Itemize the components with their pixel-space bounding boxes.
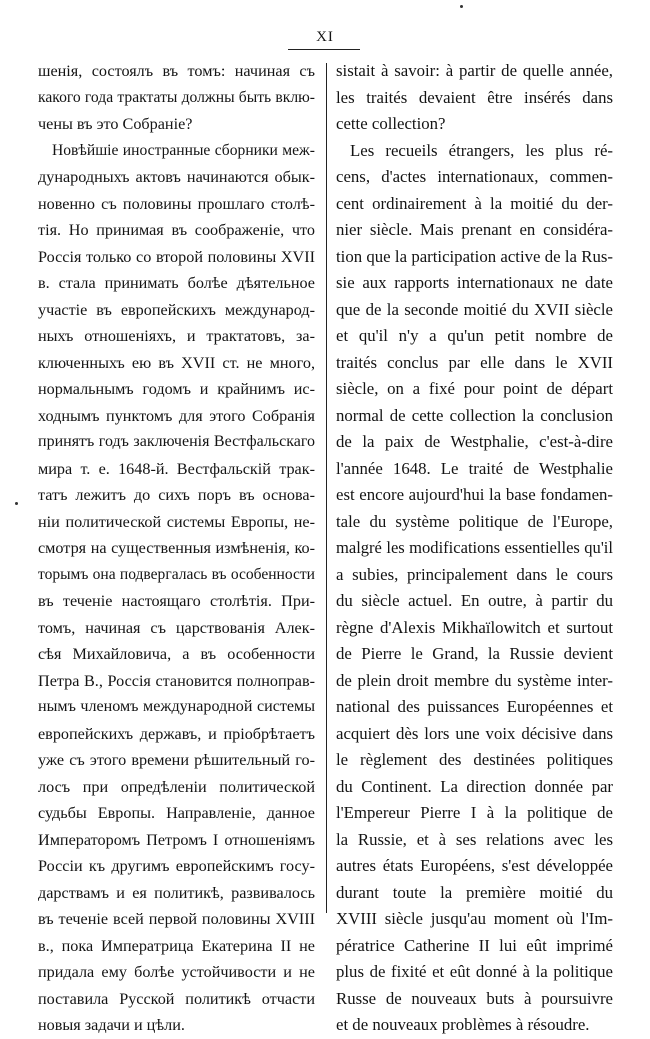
text-line: acquiert dès lors une voix décisive dans: [336, 723, 613, 743]
text-line: татъ лежитъ до сихъ поръ въ основа-: [38, 486, 315, 504]
text-line: принятъ годъ заключенія Вестфальскаго: [38, 433, 315, 450]
text-line: Новѣйшіе иностранные сборники меж-: [52, 141, 315, 159]
text-line: tale du système politique de l'Europe,: [336, 511, 613, 531]
text-line: придала ему болѣе устойчивости и не: [38, 963, 315, 981]
text-line: уже съ этого времени рѣшительный го-: [38, 751, 315, 769]
text-line: la Russie, et à ses relations avec les: [336, 829, 613, 849]
text-line: est encore aujourd'hui la base fondamen-: [336, 485, 613, 504]
text-line: смотря на существенныя измѣненія, ко-: [38, 539, 315, 557]
scan-speck: [460, 5, 463, 8]
text-line: que de la seconde moitié du XVII siècle: [336, 299, 613, 319]
text-line: дународныхъ актовъ начинаются обык-: [38, 168, 315, 186]
text-line: дарствамъ и ея политикѣ, развивалось: [38, 883, 315, 902]
text-line: въ теченіе настоящаго столѣтія. При-: [38, 592, 315, 610]
text-line: de Pierre le Grand, la Russie devient: [336, 644, 613, 663]
text-line: les traités devaient être insérés dans: [336, 87, 613, 107]
text-line: Россіи къ другимъ европейскимъ госу-: [38, 857, 315, 875]
text-line: pératrice Catherine II lui eût imprimé: [336, 935, 613, 955]
text-line: ніи политической системы Европы, не-: [38, 512, 315, 531]
text-line: sie aux rapports internationaux ne date: [336, 273, 613, 292]
text-line: тія. Но принимая въ соображеніе, что: [38, 221, 315, 239]
text-line: ходнымъ пунктомъ для этого Собранія: [38, 406, 315, 425]
text-line: de plein droit membre du système inter-: [336, 670, 613, 690]
text-line: cette collection?: [336, 114, 446, 133]
text-line: nier siècle. Mais prenant en considéra-: [336, 220, 613, 239]
text-line: plus de fixité et eût donné à la politique: [336, 962, 613, 981]
text-line: siècle, on a fixé pour point de départ: [336, 379, 613, 398]
text-line: tion que la participation active de la Rus-: [336, 246, 613, 266]
text-line: cens, d'actes internationaux, commen-: [336, 167, 613, 186]
text-line: de la paix de Westphalie, c'est-à-dire: [336, 432, 613, 451]
text-line: шенія, состоялъ въ томъ: начиная съ: [38, 62, 315, 80]
text-line: новенно съ половины прошлаго столѣ-: [38, 194, 315, 213]
header-rule: [288, 49, 360, 50]
text-line: лосъ при опредѣленіи политической: [38, 777, 315, 796]
text-line: règne d'Alexis Mikhaïlowitch et surtout: [336, 617, 613, 637]
text-line: ныхъ отношеніяхъ, и трактатовъ, за-: [38, 327, 315, 345]
text-line: a subies, principalement dans le cours: [336, 564, 613, 584]
text-line: торымъ она подвергалась въ особенности: [38, 565, 315, 583]
text-line: traités conclus par elle dans le XVII: [336, 352, 613, 372]
russian-text-column: [38, 58, 315, 1039]
text-line: national des puissances Européennes et: [336, 697, 613, 716]
text-line: l'année 1648. Le traité de Westphalie: [336, 458, 613, 478]
text-line: et de nouveaux problèmes à résoudre.: [336, 1015, 590, 1034]
column-divider: [326, 63, 327, 913]
text-line: du Continent. La direction donnée par: [336, 776, 613, 796]
text-line: сѣя Михайловича, а въ особенности: [38, 645, 315, 663]
text-line: Les recueils étrangers, les plus ré-: [350, 140, 613, 160]
text-line: европейскихъ державъ, и пріобрѣтаетъ: [38, 724, 315, 743]
text-line: Петра В., Россія становится полноправ-: [38, 671, 315, 690]
text-line: Императоромъ Петромъ I отношеніямъ: [38, 830, 315, 849]
text-line: поставила Русской политикѣ отчасти: [38, 989, 315, 1008]
text-line: в. стала принимать болѣе дѣятельное: [38, 274, 315, 292]
text-line: мира т. е. 1648-й. Вестфальскій трак-: [38, 459, 315, 478]
text-line: нымъ членомъ международной системы: [38, 698, 315, 715]
text-line: l'Empereur Pierre I à la politique de: [336, 803, 613, 822]
text-line: durant toute la première moitié du: [336, 882, 613, 902]
scan-speck: [15, 502, 18, 505]
text-line: томъ, начиная съ царствованія Алек-: [38, 618, 315, 637]
text-line: ключенныхъ ею въ XVII ст. не много,: [38, 353, 315, 372]
french-text-column: [336, 58, 613, 1039]
text-line: въ теченіе всей первой половины XVIII: [38, 910, 315, 928]
text-line: autres états Européens, s'est développée: [336, 856, 613, 875]
text-line: cent ordinairement à la moitié du der-: [336, 193, 613, 213]
page-number: XI: [316, 29, 334, 45]
text-line: судьбы Европы. Направленіе, данное: [38, 804, 315, 822]
text-line: malgré les modifications essentielles qu'il: [336, 538, 613, 557]
text-line: normal de cette collection la conclusion: [336, 405, 613, 425]
text-line: какого года трактаты должны быть вклю-: [38, 88, 315, 106]
text-line: du siècle actuel. En outre, à partir du: [336, 591, 613, 610]
text-line: Russe de nouveaux buts à poursuivre: [336, 988, 613, 1008]
text-line: в., пока Императрица Екатерина II не: [38, 936, 315, 955]
text-line: et qu'il n'y a qu'un petit nombre de: [336, 326, 613, 345]
text-line: новыя задачи и цѣли.: [38, 1016, 185, 1034]
text-line: le règlement des destinées politiques: [336, 750, 613, 769]
text-line: Россія только со второй половины XVII: [38, 247, 315, 266]
text-line: sistait à savoir: à partir de quelle année,: [336, 61, 613, 80]
text-line: нормальнымъ годомъ и крайнимъ ис-: [38, 380, 315, 398]
text-line: участіе въ европейскихъ международ-: [38, 300, 315, 319]
text-line: чены въ это Собраніе?: [38, 115, 193, 133]
text-line: XVIII siècle jusqu'au moment où l'Im-: [336, 909, 613, 928]
